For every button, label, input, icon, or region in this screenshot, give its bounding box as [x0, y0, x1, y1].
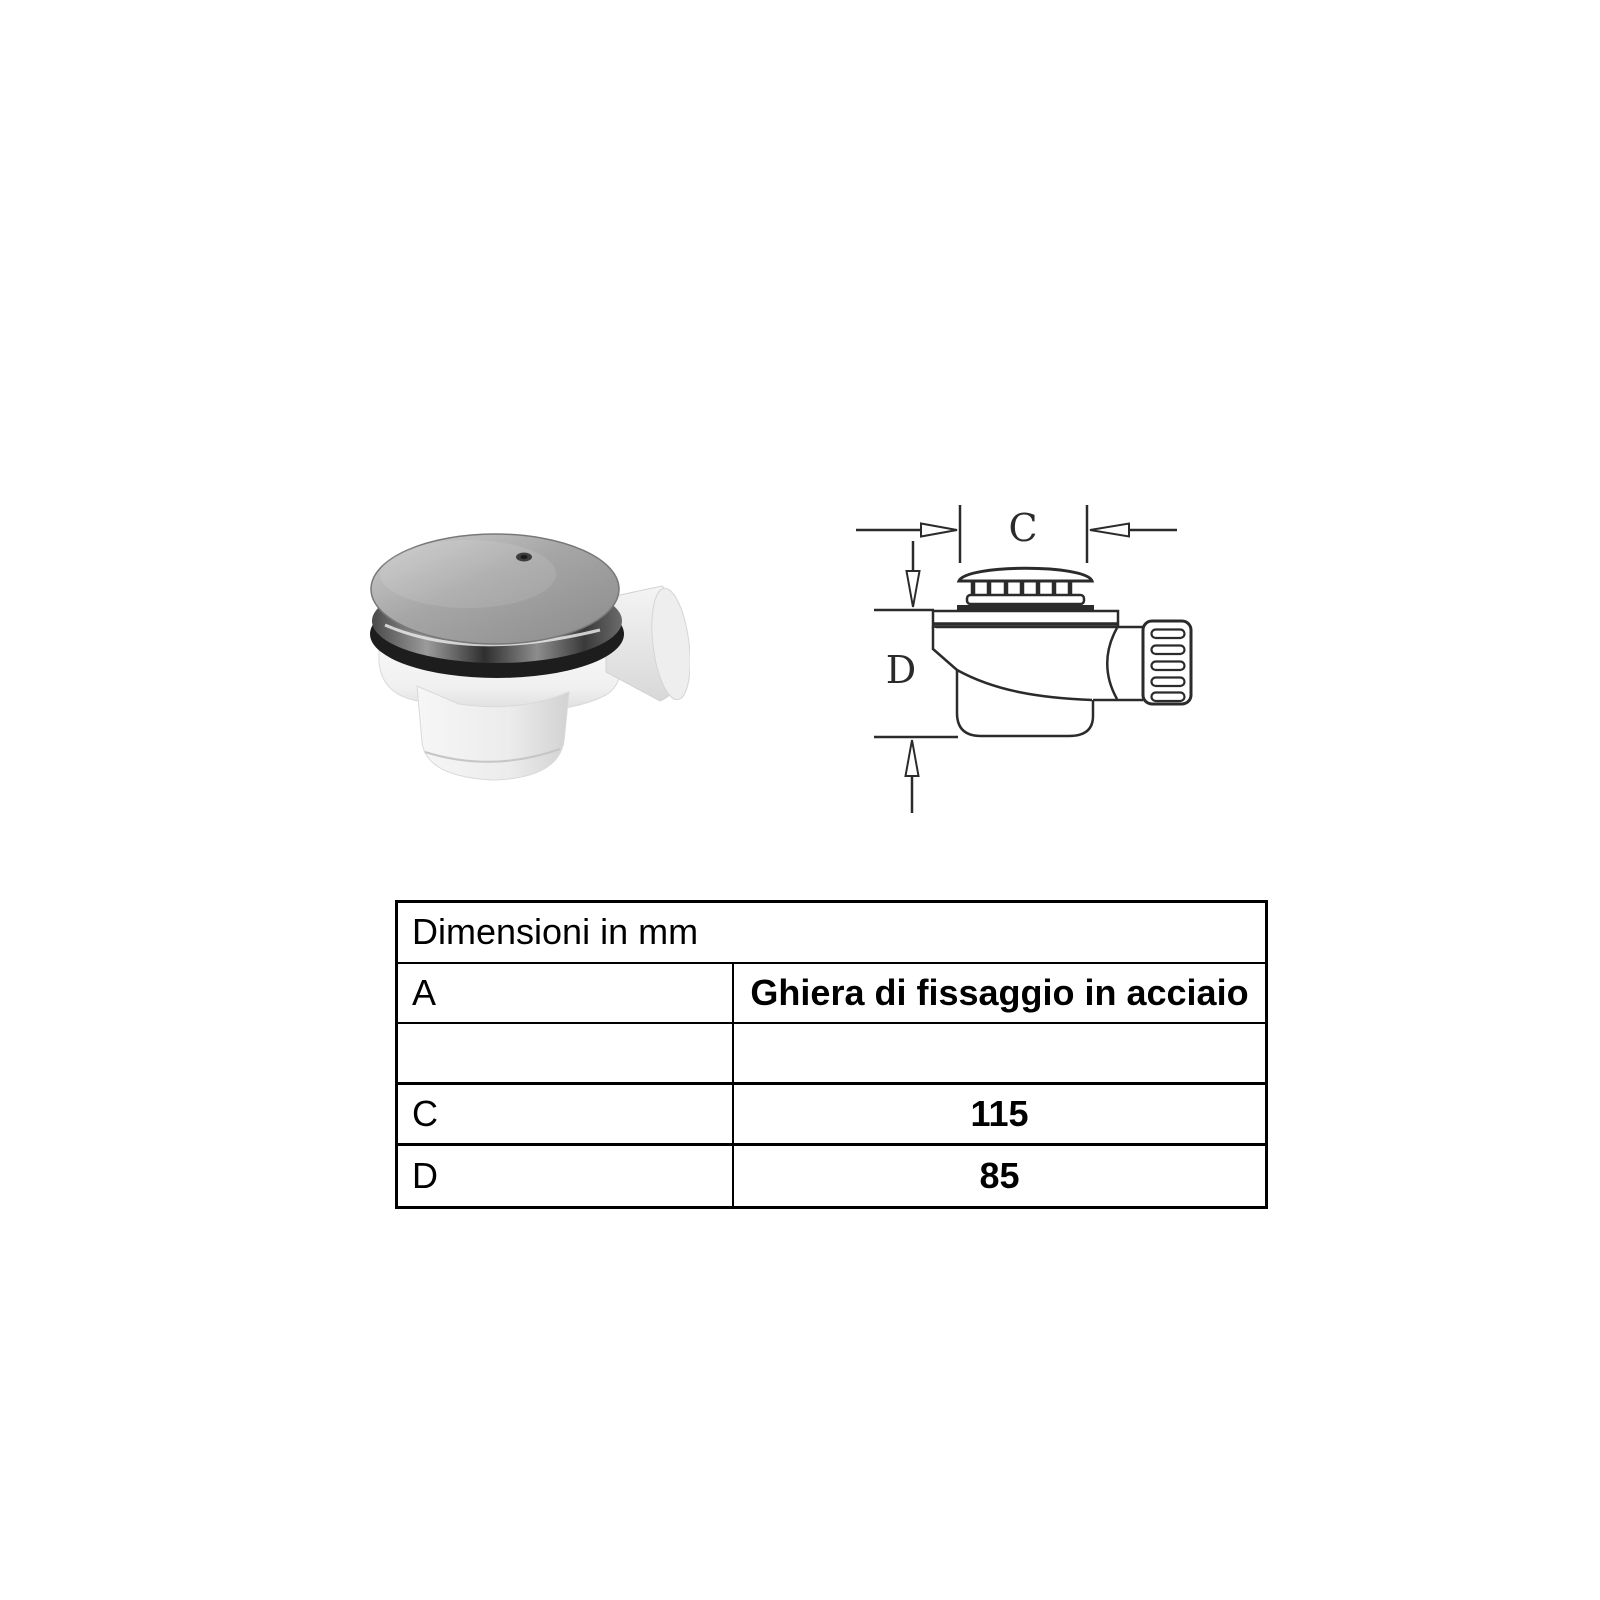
row-d-value: 85 — [733, 1145, 1267, 1208]
diagram-pipe-joint-arc — [1107, 628, 1117, 699]
row-empty-value — [733, 1023, 1267, 1084]
technical-diagram — [845, 495, 1210, 820]
row-d-label: D — [397, 1145, 734, 1208]
technical-diagram-svg — [845, 495, 1210, 820]
product-photo — [360, 520, 690, 782]
table-row — [397, 1145, 1267, 1208]
row-a-value: Ghiera di fissaggio in acciaio — [733, 963, 1267, 1023]
product-photo-svg — [360, 520, 690, 782]
table-header-row — [397, 902, 1267, 963]
row-empty-label — [397, 1023, 734, 1084]
table-header: Dimensioni in mm — [397, 902, 1267, 963]
dim-d-arrow-down-icon — [907, 571, 920, 607]
dim-c-arrow-right-icon — [921, 524, 957, 537]
dim-d-arrow-up-icon — [906, 740, 919, 776]
row-c-label: C — [397, 1084, 734, 1145]
table-row — [397, 963, 1267, 1023]
dimension-d-label: D — [885, 648, 917, 692]
diagram-cap-slats — [973, 581, 1070, 595]
cap-sheen — [380, 540, 556, 608]
dimension-c-label: C — [1008, 506, 1038, 550]
table-row — [397, 1023, 1267, 1084]
diagram-cap-dome — [959, 568, 1092, 581]
spec-table — [395, 900, 1268, 1209]
row-c-value: 115 — [733, 1084, 1267, 1145]
table-row — [397, 1084, 1267, 1145]
diagram-body-outline — [933, 627, 1093, 736]
row-a-label: A — [397, 963, 734, 1023]
cap-hole-center — [521, 555, 528, 559]
diagram-cap-flange — [967, 595, 1084, 604]
dim-c-arrow-left-icon — [1090, 524, 1129, 537]
